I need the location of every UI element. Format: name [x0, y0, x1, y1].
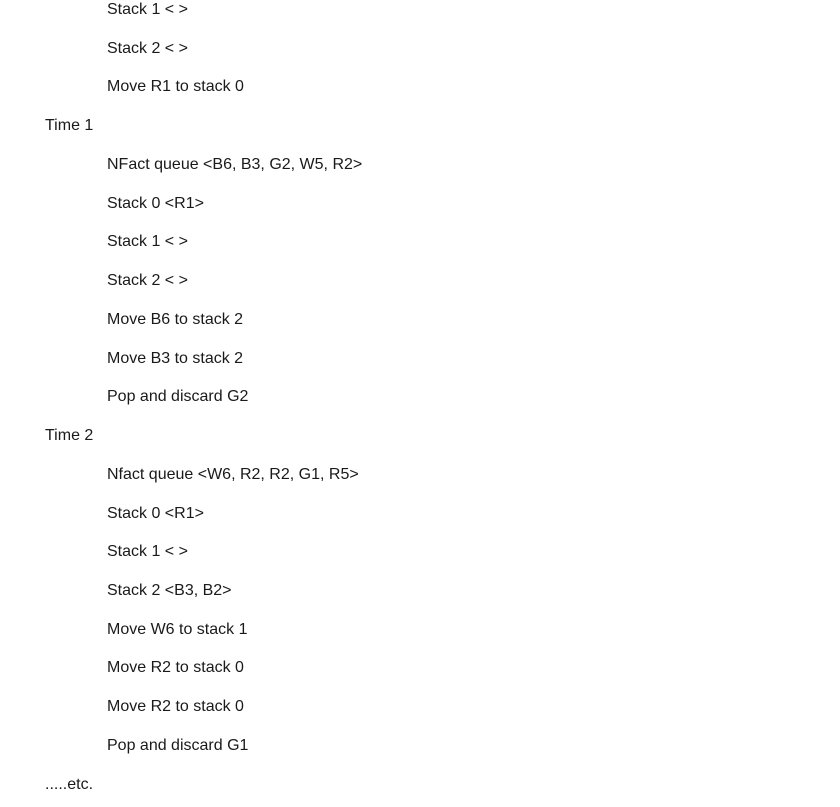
text-line: Stack 0 <R1>: [107, 505, 204, 522]
text-line: Nfact queue <W6, R2, R2, G1, R5>: [107, 466, 359, 483]
text-line: Stack 0 <R1>: [107, 195, 204, 212]
text-line: Move W6 to stack 1: [107, 621, 248, 638]
text-line: Move R1 to stack 0: [107, 78, 244, 95]
text-line: Pop and discard G1: [107, 737, 249, 754]
text-line: Stack 2 < >: [107, 40, 188, 57]
text-line: Move B3 to stack 2: [107, 350, 244, 367]
text-line: Stack 1 < >: [107, 1, 188, 18]
text-line: Move R2 to stack 0: [107, 659, 244, 676]
text-line: Stack 1 < >: [107, 233, 188, 250]
time-heading: Time 1: [45, 117, 94, 134]
etc-line: .....etc.: [45, 776, 94, 793]
text-line: Stack 1 < >: [107, 543, 188, 560]
text-line: Move R2 to stack 0: [107, 698, 244, 715]
time-heading: Time 2: [45, 427, 94, 444]
text-line: Stack 2 < >: [107, 272, 188, 289]
text-line: Pop and discard G2: [107, 388, 249, 405]
text-line: NFact queue <B6, B3, G2, W5, R2>: [107, 156, 363, 173]
text-line: Stack 2 <B3, B2>: [107, 582, 232, 599]
text-line: Move B6 to stack 2: [107, 311, 244, 328]
